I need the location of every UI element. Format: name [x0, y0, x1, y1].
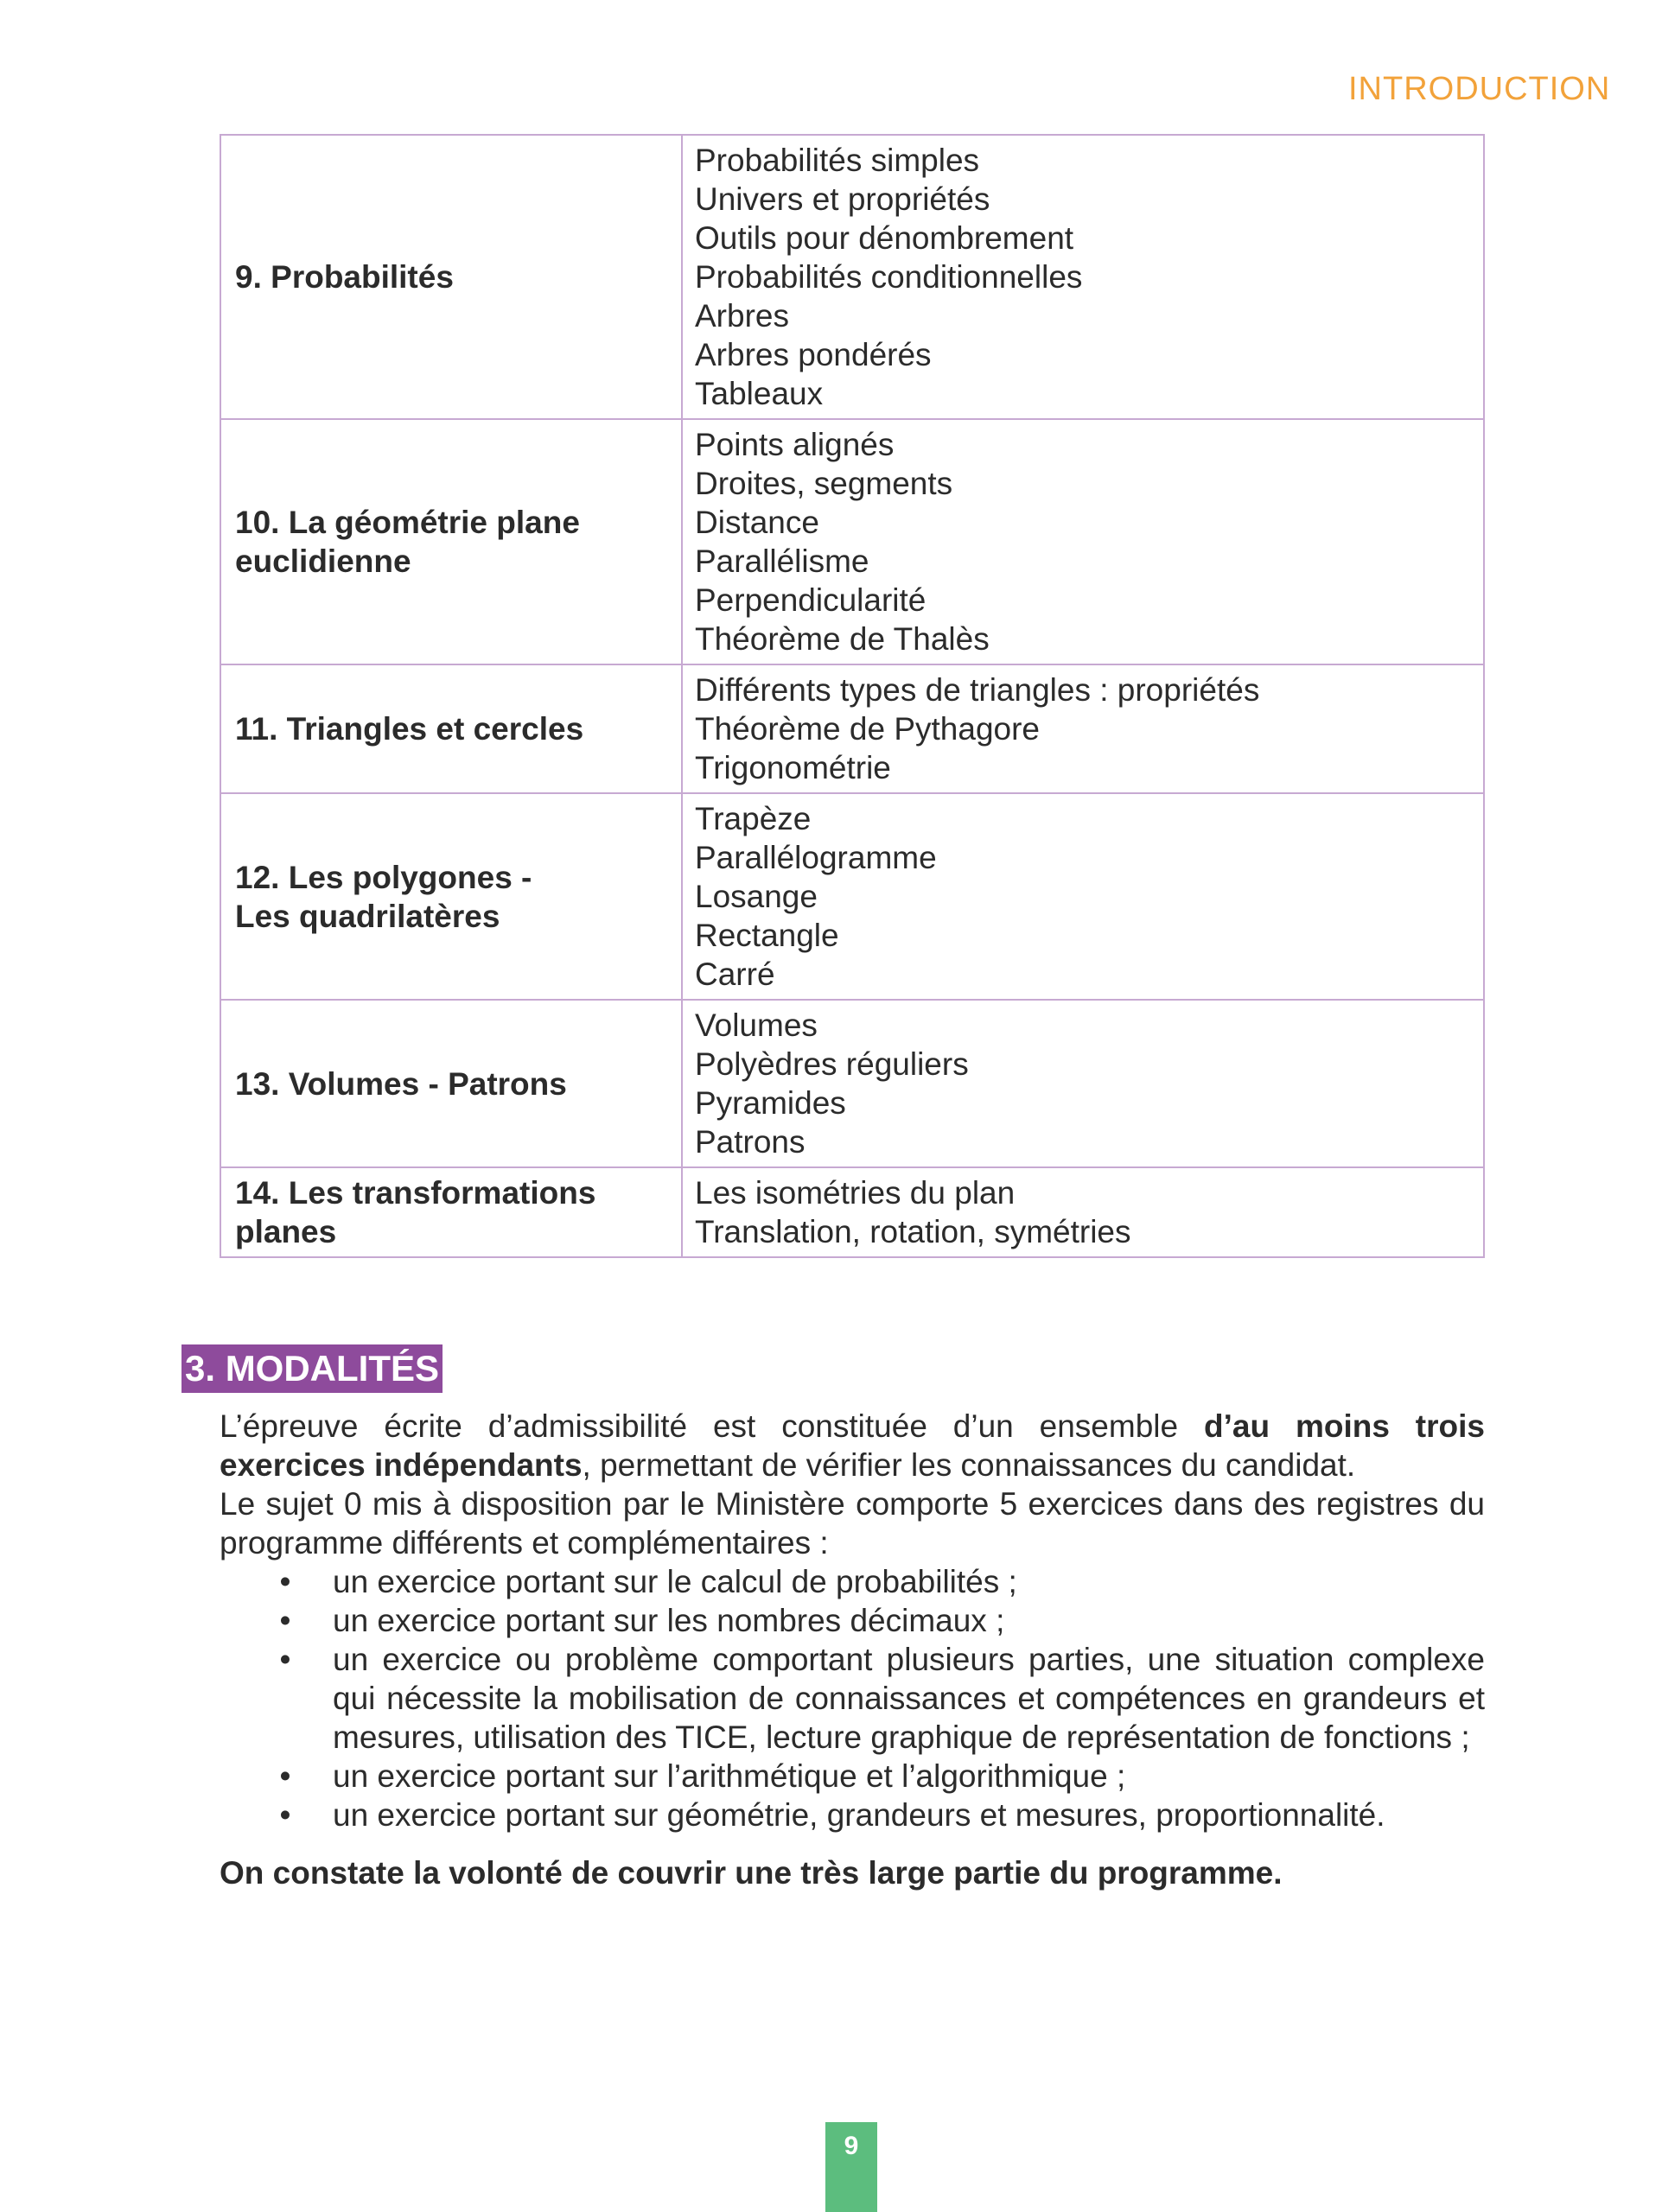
table-row — [220, 664, 1484, 793]
table-row — [220, 1000, 1484, 1167]
subtopic-item: Polyèdres réguliers — [695, 1046, 969, 1082]
subtopic-item: Probabilités simples — [695, 143, 980, 178]
table-row — [220, 135, 1484, 419]
subtopic-item: Univers et propriétés — [695, 181, 990, 217]
subtopic-item: Rectangle — [695, 918, 839, 953]
list-item-text: un exercice portant sur le calcul de probabilités ; — [333, 1564, 1017, 1599]
subtopic-item: Probabilités conditionnelles — [695, 259, 1083, 295]
syllabus-table — [220, 134, 1485, 1258]
subtopics-cell — [682, 1000, 1484, 1167]
conclusion: On constate la volonté de couvrir une très large partie du programme. — [220, 1855, 1283, 1891]
topic-line: 10. La géométrie plane — [235, 505, 580, 540]
topic-line: euclidienne — [235, 543, 411, 579]
subtopics-cell — [682, 664, 1484, 793]
bullet-icon: • — [279, 1564, 291, 1599]
intro-text-bold: d’au moins trois exercices indépendants — [220, 1408, 1485, 1483]
subtopic-item: Pyramides — [695, 1085, 846, 1121]
bullet-icon: • — [279, 1642, 291, 1677]
bullet-icon: • — [279, 1603, 291, 1638]
subtopic-item: Trapèze — [695, 801, 812, 836]
topic-cell — [220, 135, 682, 419]
subtopic-item: Différents types de triangles : propriétés — [695, 672, 1260, 708]
list-item — [220, 1796, 1485, 1834]
topic-line: 12. Les polygones - — [235, 859, 532, 895]
bullet-icon: • — [279, 1758, 291, 1794]
subtopic-item: Droites, segments — [695, 466, 953, 501]
subtopic-item: Théorème de Pythagore — [695, 711, 1041, 747]
exercise-list — [220, 1562, 1485, 1834]
subtopic-item: Points alignés — [695, 427, 895, 462]
list-item — [220, 1757, 1485, 1796]
topic-line: 14. Les transformations — [235, 1175, 596, 1211]
topic-cell — [220, 664, 682, 793]
subtopic-item: Parallélisme — [695, 543, 869, 579]
running-head: INTRODUCTION — [1348, 71, 1611, 107]
intro-paragraph — [220, 1407, 1485, 1484]
table-row — [220, 419, 1484, 664]
subtopic-item: Losange — [695, 879, 818, 914]
list-item — [220, 1640, 1485, 1757]
list-item-text: un exercice portant sur l’arithmétique et l’algorithmique ; — [333, 1758, 1126, 1794]
subtopic-item: Patrons — [695, 1124, 806, 1160]
list-item-text: un exercice portant sur géométrie, grandeurs et mesures, proportionnalité. — [333, 1797, 1385, 1833]
list-item-text: un exercice ou problème comportant plusieurs parties, une situation complexe qui nécessite la mobilisation de connaissances et compétences en grandeurs et mesures, utilisation des TICE, lecture graphique de représentation de fonctions ; — [333, 1642, 1485, 1755]
subtopic-item: Arbres pondérés — [695, 337, 932, 372]
list-item — [220, 1562, 1485, 1601]
subtopics-cell — [682, 793, 1484, 1000]
topic-cell — [220, 1000, 682, 1167]
subtopic-item: Distance — [695, 505, 819, 540]
topic-line: 9. Probabilités — [235, 259, 454, 295]
intro-text-end: , permettant de vérifier les connaissances du candidat. — [582, 1447, 1356, 1483]
subtopic-item: Parallélogramme — [695, 840, 937, 875]
subtopic-item: Volumes — [695, 1007, 818, 1043]
table-row — [220, 793, 1484, 1000]
subtopic-item: Tableaux — [695, 376, 824, 411]
intro-text-start: L’épreuve écrite d’admissibilité est constituée d’un ensemble — [220, 1408, 1204, 1444]
topic-line: 13. Volumes - Patrons — [235, 1065, 567, 1102]
subtopic-item: Carré — [695, 957, 775, 992]
topic-line: Les quadrilatères — [235, 898, 500, 934]
list-item-text: un exercice portant sur les nombres décimaux ; — [333, 1603, 1005, 1638]
subject-paragraph: Le sujet 0 mis à disposition par le Ministère comporte 5 exercices dans des registres du programme différents et complémentaires : — [220, 1486, 1485, 1560]
topic-line: planes — [235, 1214, 337, 1249]
subtopic-item: Translation, rotation, symétries — [695, 1214, 1131, 1249]
subtopic-item: Les isométries du plan — [695, 1175, 1016, 1211]
subtopic-item: Outils pour dénombrement — [695, 220, 1074, 256]
topic-line: 11. Triangles et cercles — [235, 711, 584, 747]
subtopics-cell — [682, 419, 1484, 664]
section-title: 3. MODALITÉS — [181, 1344, 443, 1393]
subtopic-item: Trigonométrie — [695, 750, 891, 785]
subtopic-item: Perpendicularité — [695, 582, 927, 618]
list-item — [220, 1601, 1485, 1640]
subtopic-item: Théorème de Thalès — [695, 621, 990, 657]
subtopic-item: Arbres — [695, 298, 789, 334]
subtopics-cell — [682, 135, 1484, 419]
bullet-icon: • — [279, 1797, 291, 1833]
topic-cell — [220, 793, 682, 1000]
section-body — [220, 1407, 1485, 1892]
subtopics-cell — [682, 1167, 1484, 1257]
topic-cell — [220, 1167, 682, 1257]
table-row — [220, 1167, 1484, 1257]
page-number: 9 — [825, 2122, 877, 2212]
topic-cell — [220, 419, 682, 664]
